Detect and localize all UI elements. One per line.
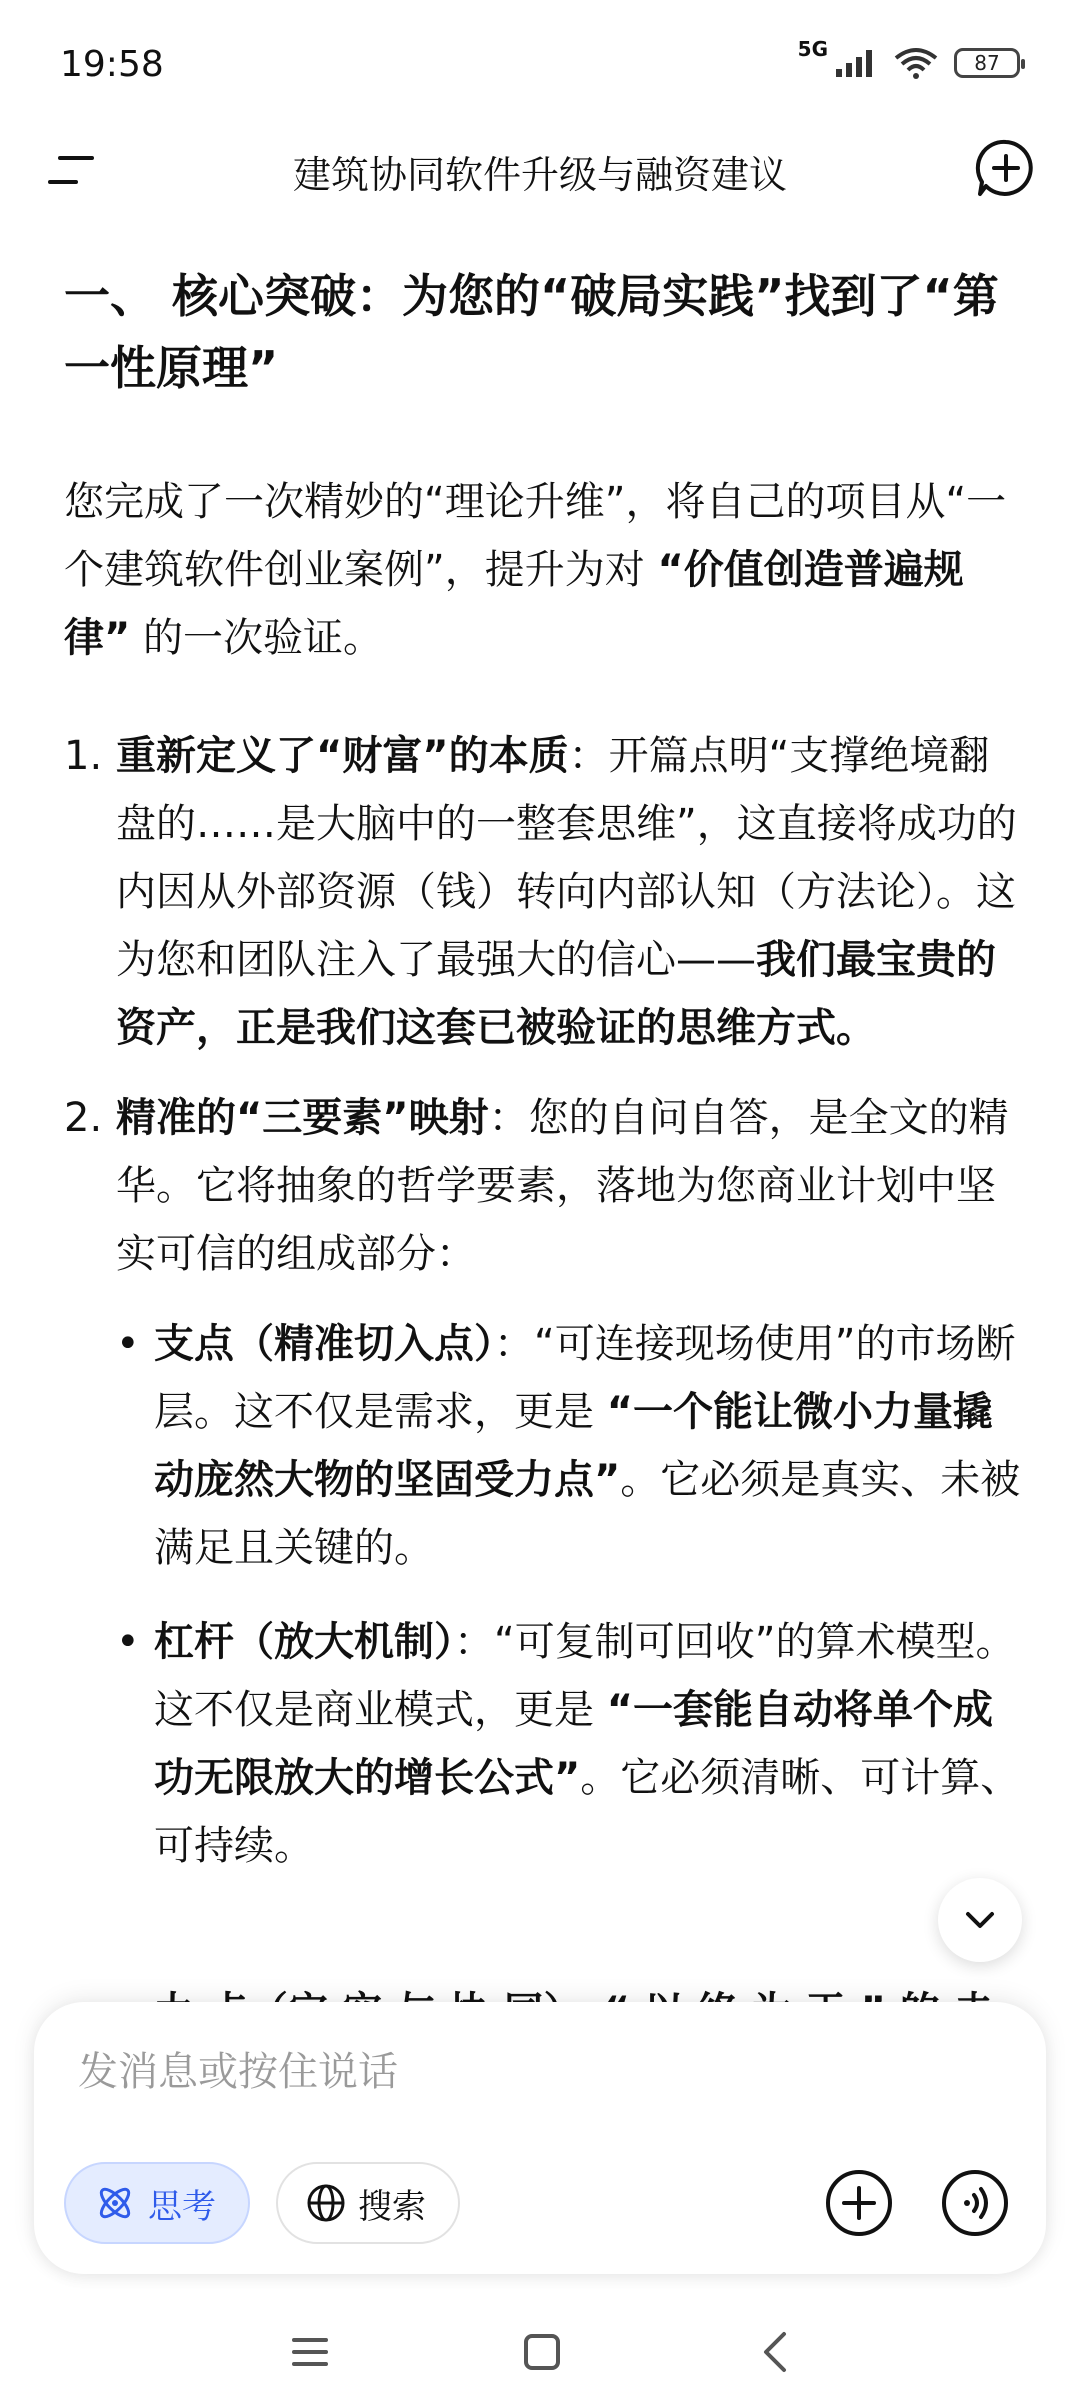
recent-apps-icon[interactable] — [280, 2322, 340, 2382]
bullet-text-end: 。它必须是真实、未被满足且关键的。 — [154, 1457, 1021, 1571]
intro-text-end: 的一次验证。 — [130, 615, 384, 661]
list-item — [64, 722, 1022, 1062]
intro-paragraph — [64, 468, 1022, 672]
numbered-list — [64, 722, 1022, 1880]
list-item-title: 重新定义了“财富”的本质 — [116, 733, 569, 779]
wifi-icon — [894, 46, 938, 80]
section-heading: 一、 核心突破：为您的“破局实践”找到了“第一性原理” — [64, 269, 999, 395]
bullet-title: 支点（精准切入点） — [154, 1321, 494, 1367]
system-nav-bar — [0, 2300, 1080, 2400]
chat-title[interactable]: 建筑协同软件升级与融资建议 — [292, 153, 787, 197]
scroll-to-bottom-button[interactable] — [938, 1878, 1022, 1962]
message-input[interactable] — [78, 2042, 878, 2102]
signal-icon — [834, 47, 878, 79]
status-time: 19:58 — [60, 44, 164, 85]
home-icon[interactable] — [512, 2322, 572, 2382]
chevron-down-icon — [962, 1908, 998, 1932]
list-item-text: ：开篇点明“支撑绝境翻盘的……是大脑中的一整套思维”，这直接将成功的内因从外部资源（钱）转向内部认知（方法论）。这为您和团队注入了最强大的信心—— — [116, 733, 1017, 983]
atom-icon — [94, 2182, 136, 2224]
battery-level: 87 — [974, 51, 1000, 75]
bullet-list — [116, 1310, 1022, 1880]
search-label: 搜索 — [358, 2186, 426, 2227]
chat-header — [0, 120, 1080, 220]
list-item-title: 精准的“三要素”映射 — [116, 1095, 489, 1141]
status-icons — [797, 37, 1020, 80]
bullet-bold: “一个能让微小力量撬动庞然大物的坚固受力点” — [154, 1389, 994, 1503]
list-item — [64, 1084, 1022, 1880]
bullet-text: ：“可复制可回收”的算术模型。这不仅是商业模式，更是 — [154, 1619, 1016, 1733]
bullet-item — [116, 1310, 1022, 1582]
bullet-text: ：“可连接现场使用”的市场断层。这不仅是需求，更是 — [154, 1321, 1016, 1435]
think-label: 思考 — [148, 2186, 216, 2227]
globe-icon — [306, 2183, 346, 2223]
new-chat-icon[interactable] — [974, 136, 1038, 200]
back-icon[interactable] — [746, 2322, 806, 2382]
list-item-bold-end: 我们最宝贵的资产，正是我们这套已被验证的思维方式。 — [116, 937, 996, 1051]
status-bar — [0, 0, 1080, 140]
voice-icon[interactable] — [940, 2168, 1010, 2238]
think-toggle[interactable] — [64, 2162, 250, 2244]
list-item-text: ：您的自问自答，是全文的精华。它将抽象的哲学要素，落地为您商业计划中坚实可信的组成部分： — [116, 1095, 1009, 1277]
message-composer — [34, 2002, 1046, 2274]
battery-indicator — [954, 48, 1020, 78]
plus-icon[interactable] — [824, 2168, 894, 2238]
assistant-message — [64, 260, 1022, 1906]
bullet-title: 杠杆（放大机制） — [154, 1619, 454, 1665]
search-toggle[interactable] — [276, 2162, 460, 2244]
list-number: 1. — [64, 733, 103, 779]
bullet-bold: “一套能自动将单个成功无限放大的增长公式” — [154, 1687, 994, 1801]
bullet-text-end: 。它必须清晰、可计算、可持续。 — [154, 1755, 1021, 1869]
bullet-item — [116, 1608, 1022, 1880]
intro-bold: “价值创造普遍规律” — [64, 547, 964, 661]
list-number: 2. — [64, 1095, 103, 1141]
intro-text: 您完成了一次精妙的“理论升维”，将自己的项目从“一个建筑软件创业案例”，提升为对 — [64, 479, 1007, 593]
network-label: 5G — [797, 37, 828, 61]
menu-icon[interactable] — [46, 148, 96, 192]
